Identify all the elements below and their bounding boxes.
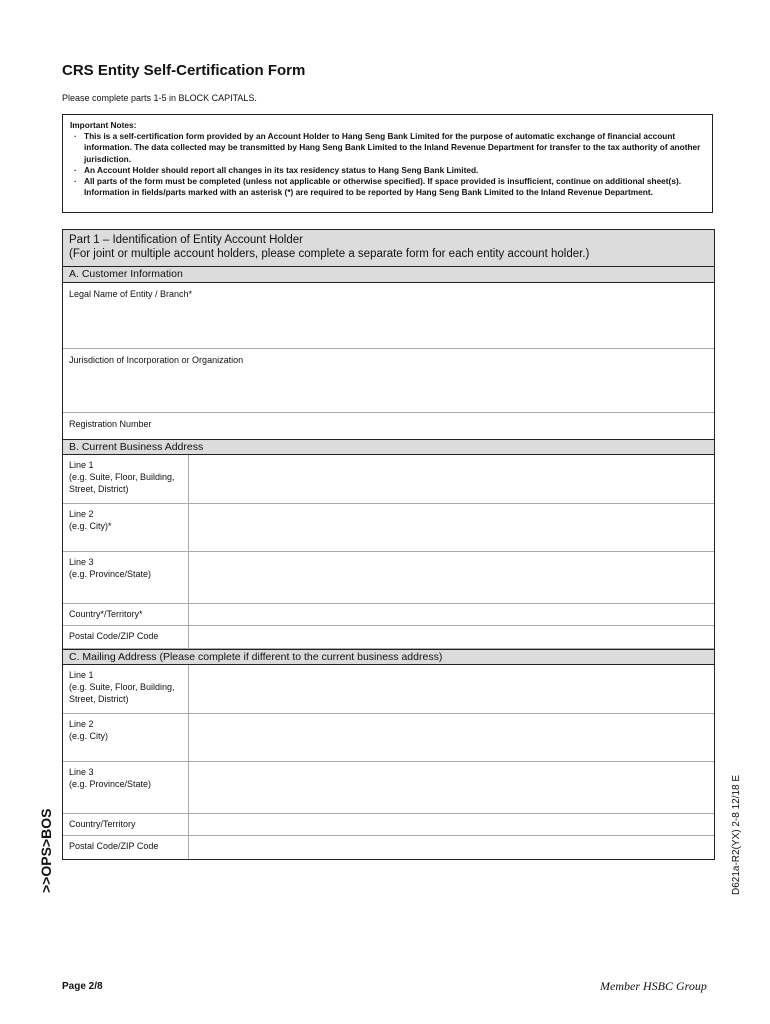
business-line3-row bbox=[63, 552, 714, 604]
mailing-line2-row bbox=[63, 714, 714, 762]
business-line3-input[interactable] bbox=[189, 552, 714, 603]
note-item: · All parts of the form must be completed (unless not applicable or otherwise specified). If space provided is insufficient, continue on additional sheet(s). Information in fields/parts marked with an asterisk (*) are required to be reported by Hang Seng Bank Limited to the Inland Revenue Department. bbox=[70, 176, 705, 198]
business-line1-row bbox=[63, 455, 714, 504]
form-subtitle: Please complete parts 1-5 in BLOCK CAPITALS. bbox=[62, 93, 257, 103]
business-postal-label: Postal Code/ZIP Code bbox=[63, 626, 189, 648]
form-title: CRS Entity Self-Certification Form bbox=[62, 62, 306, 79]
note-item: · An Account Holder should report all changes in its tax residency status to Hang Seng Bank Limited. bbox=[70, 165, 705, 176]
part1-title: Part 1 – Identification of Entity Account Holder bbox=[69, 234, 303, 246]
mailing-country-input[interactable] bbox=[189, 814, 714, 835]
member-hsbc-logo: Member HSBC Group bbox=[600, 979, 707, 993]
legal-name-label: Legal Name of Entity / Branch* bbox=[69, 289, 193, 299]
jurisdiction-field[interactable] bbox=[63, 349, 714, 413]
mailing-line2-label: Line 2 (e.g. City) bbox=[63, 714, 189, 761]
jurisdiction-label: Jurisdiction of Incorporation or Organization bbox=[69, 355, 244, 365]
business-line1-label: Line 1 (e.g. Suite, Floor, Building, Street, District) bbox=[63, 455, 189, 503]
registration-number-field[interactable] bbox=[63, 413, 714, 439]
mailing-line3-input[interactable] bbox=[189, 762, 714, 813]
mailing-line2-input[interactable] bbox=[189, 714, 714, 761]
mailing-line3-label: Line 3 (e.g. Province/State) bbox=[63, 762, 189, 813]
registration-number-label: Registration Number bbox=[69, 419, 152, 429]
section-b-heading: B. Current Business Address bbox=[63, 439, 714, 455]
business-postal-input[interactable] bbox=[189, 626, 714, 648]
business-country-row bbox=[63, 604, 714, 626]
section-a-heading: A. Customer Information bbox=[63, 267, 714, 283]
business-country-label: Country*/Territory* bbox=[63, 604, 189, 625]
notes-heading: Important Notes: bbox=[70, 120, 137, 130]
business-postal-row bbox=[63, 626, 714, 649]
business-line2-row bbox=[63, 504, 714, 552]
mailing-line3-row bbox=[63, 762, 714, 814]
part1-form bbox=[62, 229, 715, 860]
business-line2-input[interactable] bbox=[189, 504, 714, 551]
page-number: Page 2/8 bbox=[62, 981, 103, 992]
mailing-country-row bbox=[63, 814, 714, 836]
business-country-input[interactable] bbox=[189, 604, 714, 625]
legal-name-field[interactable] bbox=[63, 283, 714, 349]
form-code: D621a-R2(YX) 2-8 12/18 E bbox=[731, 774, 742, 895]
mailing-postal-input[interactable] bbox=[189, 836, 714, 859]
business-line2-label: Line 2 (e.g. City)* bbox=[63, 504, 189, 551]
section-c-heading: C. Mailing Address (Please complete if different to the current business address) bbox=[63, 649, 714, 665]
business-line3-label: Line 3 (e.g. Province/State) bbox=[63, 552, 189, 603]
mailing-line1-input[interactable] bbox=[189, 665, 714, 713]
important-notes bbox=[62, 114, 713, 213]
mailing-postal-row bbox=[63, 836, 714, 859]
mailing-country-label: Country/Territory bbox=[63, 814, 189, 835]
routing-code: >>OPS>BOS bbox=[38, 808, 54, 893]
mailing-postal-label: Postal Code/ZIP Code bbox=[63, 836, 189, 859]
note-item: · This is a self-certification form provided by an Account Holder to Hang Seng Bank Limited for the purpose of automatic exchange of financial account information. The data collected may be transmitted by Hang Seng Bank Limited to the Inland Revenue Department for transfer to the tax authority of another jurisdiction. bbox=[70, 131, 705, 165]
mailing-line1-label: Line 1 (e.g. Suite, Floor, Building, Street, District) bbox=[63, 665, 189, 713]
business-line1-input[interactable] bbox=[189, 455, 714, 503]
part1-instruction: (For joint or multiple account holders, please complete a separate form for each entity account holder.) bbox=[69, 248, 590, 260]
mailing-line1-row bbox=[63, 665, 714, 714]
part1-header bbox=[63, 230, 714, 267]
